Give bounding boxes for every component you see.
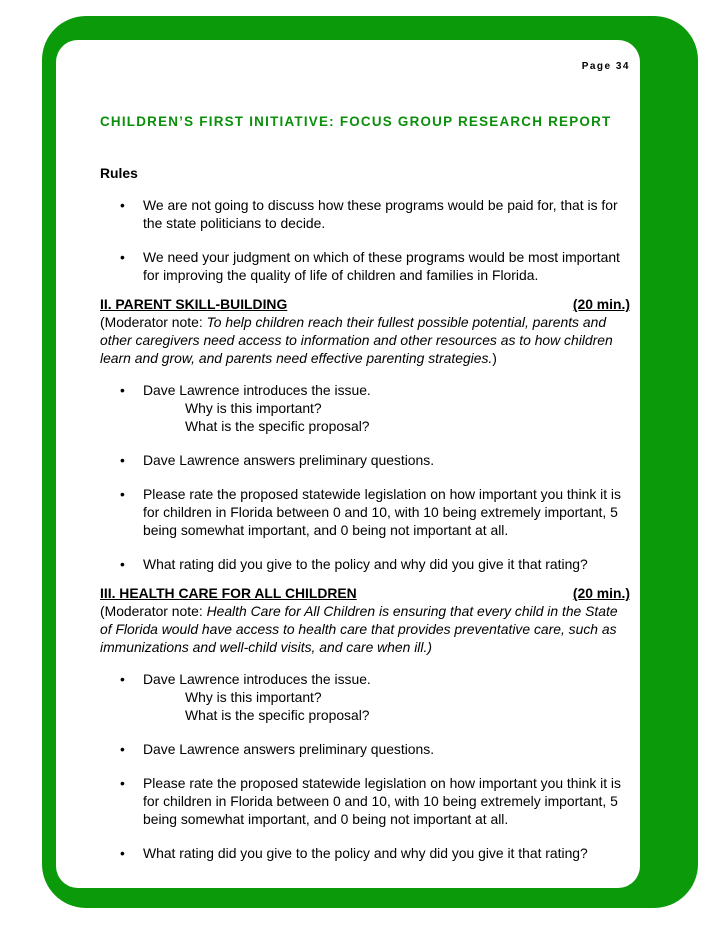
list-item [100,670,630,724]
section-title: II. PARENT SKILL-BUILDING [100,296,288,312]
section-items [100,381,630,573]
sub-item: Why is this important? [185,689,322,705]
section-duration: (20 min.) [572,296,630,312]
list-item [100,381,630,435]
item-text: Dave Lawrence answers preliminary questions. [143,741,435,757]
list-item [100,555,630,573]
section-heading-health-care [100,584,630,602]
item-text: Dave Lawrence answers preliminary questions. [143,452,435,468]
bullet-icon: • [120,382,125,398]
sub-item: Why is this important? [185,400,322,416]
list-item [100,451,630,469]
rule-text: We need your judgment on which of these programs would be most important for improving the quality of life of children and families in Florida. [143,249,620,283]
note-text: Health Care for All Children is ensuring that every child in the State of Florida would have access to health care that provides preventative care, such as immunizations and well-child visits, and care when ill.) [100,603,618,655]
list-item [100,485,630,539]
sub-item: What is the specific proposal? [185,418,370,434]
section-duration: (20 min.) [572,585,630,601]
bullet-icon: • [120,452,125,468]
sub-item: What is the specific proposal? [185,707,370,723]
bullet-icon: • [120,845,125,861]
page-number: Page 34 [581,61,630,72]
bullet-icon: • [120,671,125,687]
moderator-note [100,602,630,656]
list-item [100,774,630,828]
rules-heading: Rules [100,165,138,181]
list-item [100,248,630,284]
note-prefix: (Moderator note: [100,314,207,330]
header-area [56,40,640,100]
item-text: Dave Lawrence introduces the issue. [143,671,371,687]
note-text: To help children reach their fullest possible potential, parents and other caregivers need access to information and other resources as to how children learn and grow, and parents need effective parenting strategies. [100,314,613,366]
list-item [100,740,630,758]
list-item [100,196,630,232]
item-text: Dave Lawrence introduces the issue. [143,382,371,398]
item-text: What rating did you give to the policy and why did you give it that rating? [143,556,588,572]
bullet-icon: • [120,775,125,791]
bullet-icon: • [120,249,125,265]
moderator-note [100,313,630,367]
note-suffix: ) [492,350,497,366]
bullet-icon: • [120,556,125,572]
item-text: Please rate the proposed statewide legislation on how important you think it is for children in Florida between 0 and 10, with 10 being extremely important, 5 being somewhat important, and 0 being not important at all. [143,775,621,827]
rules-list [100,196,630,284]
report-title: CHILDREN’S FIRST INITIATIVE: FOCUS GROUP RESEARCH REPORT [100,114,612,129]
section-items [100,670,630,862]
bullet-icon: • [120,486,125,502]
document-body [100,164,630,878]
bullet-icon: • [120,197,125,213]
section-heading-parent-skill-building [100,295,630,313]
item-text: What rating did you give to the policy and why did you give it that rating? [143,845,588,861]
note-prefix: (Moderator note: [100,603,207,619]
section-title: III. HEALTH CARE FOR ALL CHILDREN [100,585,357,601]
rule-text: We are not going to discuss how these programs would be paid for, that is for the state politicians to decide. [143,197,618,231]
bullet-icon: • [120,741,125,757]
list-item [100,844,630,862]
item-text: Please rate the proposed statewide legislation on how important you think it is for children in Florida between 0 and 10, with 10 being extremely important, 5 being somewhat important, and 0 being not important at all. [143,486,621,538]
